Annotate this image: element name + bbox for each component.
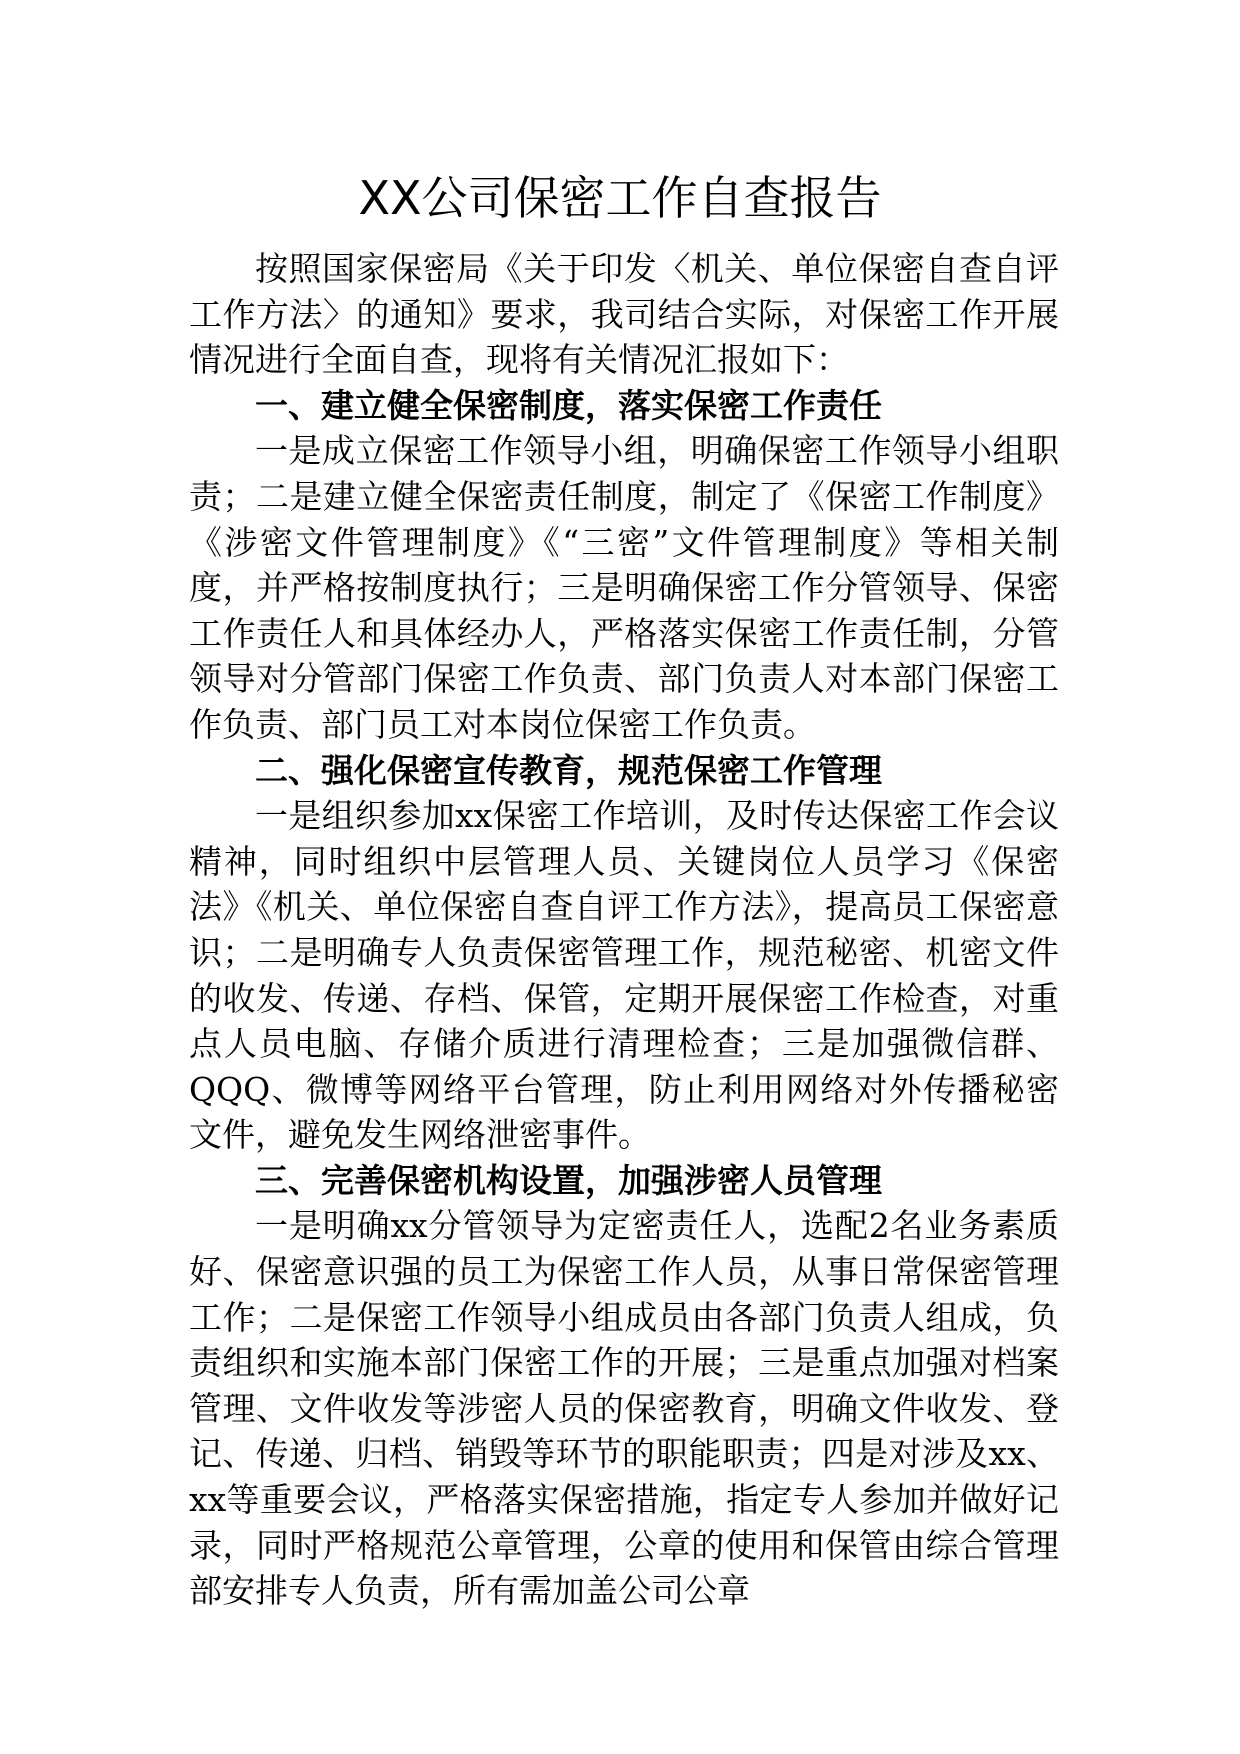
document-title: XX公司保密工作自查报告 <box>358 171 882 225</box>
section-3-body: 一是明确xx分管领导为定密责任人，选配2名业务素质好、保密意识强的员工为保密工作人员，从事日常保密管理工作；二是保密工作领导小组成员由各部门负责人组成，负责组织和实施本部门保密工作的开展；三是重点加强对档案管理、文件收发等涉密人员的保密教育，明确文件收发、登记、传递、归档、销毁等环节的职能职责；四是对涉及xx、xx等重要会议，严格落实保密措施，指定专人参加并做好记录，同时严格规范公章管理，公章的使用和保管由综合管理部安排专人负责，所有需加盖公司公章 <box>189 1206 1059 1611</box>
section-2-heading: 二、强化保密宣传教育，规范保密工作管理 <box>255 750 882 790</box>
section-2-body: 一是组织参加xx保密工作培训，及时传达保密工作会议精神，同时组织中层管理人员、关键岗位人员学习《保密法》《机关、单位保密自查自评工作方法》，提高员工保密意识；二是明确专人负责保密管理工作，规范秘密、机密文件的收发、传递、存档、保管，定期开展保密工作检查，对重点人员电脑、存储介质进行清理检查；三是加强微信群、QQQ、微博等网络平台管理，防止利用网络对外传播秘密文件，避免发生网络泄密事件。 <box>189 796 1059 1155</box>
section-1-body: 一是成立保密工作领导小组，明确保密工作领导小组职责；二是建立健全保密责任制度，制定了《保密工作制度》《涉密文件管理制度》《“三密”文件管理制度》等相关制度，并严格按制度执行；三是明确保密工作分管领导、保密工作责任人和具体经办人，严格落实保密工作责任制，分管领导对分管部门保密工作负责、部门负责人对本部门保密工作负责、部门员工对本岗位保密工作负责。 <box>189 431 1059 744</box>
intro-paragraph: 按照国家保密局《关于印发〈机关、单位保密自查自评工作方法〉的通知》要求，我司结合实际，对保密工作开展情况进行全面自查，现将有关情况汇报如下： <box>189 249 1059 380</box>
document-body <box>189 246 1059 1614</box>
section-1-heading: 一、建立健全保密制度，落实保密工作责任 <box>255 385 882 425</box>
section-3-heading: 三、完善保密机构设置，加强涉密人员管理 <box>255 1160 882 1200</box>
